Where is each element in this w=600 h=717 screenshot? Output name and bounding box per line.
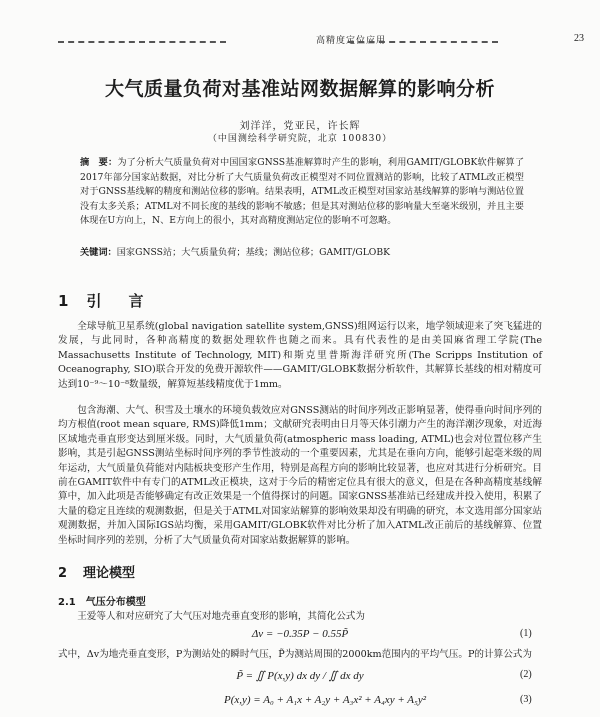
section-number: 2	[58, 566, 68, 581]
subsection-title: 气压分布模型	[85, 597, 146, 608]
authors: 刘洋洋，党亚民，许长辉	[239, 121, 361, 132]
equation-body: Δv = −0.35P − 0.55P̃	[251, 628, 349, 640]
header-rule-right	[348, 41, 498, 43]
page-number: 23	[574, 33, 584, 44]
equation-number: (1)	[520, 628, 532, 639]
section-heading-1	[58, 290, 149, 311]
paper-title: 大气质量负荷对基准站网数据解算的影响分析	[104, 78, 495, 100]
abstract-text: 为了分析大气质量负荷对中国国家GNSS基准解算时产生的影响，利用GAMIT/GLOBK软件解算了2017年部分国家站数据，对比分析了大气质量负荷改正模型对不同位置测站的影响，比较了ATML改正模型对于GNSS基线解的精度和测站位移的影响。结果表明，ATML改正模型对国家站基线解算的影响与测站位置没有太多关系；ATML对不同长度的基线的影响不敏感；但是其对测站位移的影响量大至毫米级别，并且主要体现在U方向上，N、E方向上的很小，其对高精度测站定位的影响不可忽略。	[80, 157, 525, 226]
section-number: 1	[58, 292, 69, 310]
paragraph: 全球导航卫星系统(global navigation satellite system,GNSS)组网运行以来，地学领域迎来了突飞猛进的发展，与此同时，各种高精度的数据处理软件也随之而来。具有代表性的是由美国麻省理工学院(The Massachusetts Institute of Technology, MIT)和斯克里普斯海洋研究所(The Scripps Institution of Oceanography, SIO)联合开发的免费开源软件——GAMIT/GLOBK数据分析软件，其解算长基线的相对精度可达到10⁻⁹～10⁻⁸数量级，解算短基线精度优于1mm。	[58, 321, 542, 390]
journal-section: 高精度定位应用	[316, 36, 387, 46]
abstract-label: 摘 要：	[80, 157, 118, 168]
abstract	[80, 156, 524, 229]
running-header	[58, 33, 584, 49]
section-title: 理论模型	[83, 566, 136, 581]
section-title: 引 言	[86, 292, 150, 310]
paragraph: 王爱等人和对应研究了大气压对地壳垂直变形的影响，其简化公式为	[77, 611, 365, 622]
equation-body: P(x,y) = A₀ + A₁x + A₂y + A₃x² + A₄xy + A₅y²	[223, 694, 427, 706]
equation-body: P̃ = ∬ P(x,y) dx dy / ∬ dx dy	[236, 670, 364, 682]
subsection-heading	[58, 593, 146, 608]
keywords	[80, 246, 524, 260]
equation-number: (2)	[520, 669, 532, 680]
header-rule-left	[58, 41, 226, 43]
keywords-label: 关键词：	[80, 247, 117, 258]
section-heading-2	[58, 562, 135, 581]
equation-number: (3)	[520, 694, 532, 705]
paragraph: 包含海潮、大气、积雪及土壤水的环境负载效应对GNSS测站的时间序列改正影响显著，使得垂向时间序列的均方根值(root mean square, RMS)降低1mm；文献研究表明由日月等天体引潮力产生的海洋潮汐现象，对近海区域地壳垂直形变达到厘米级。同时，大气质量负荷(atmospheric mass loading, ATML)也会对位置位移产生影响，其是引起GNSS测站坐标时间序列的季节性波动的一个重要因素，尤其是在垂向方向，能够引起毫米级的周年运动，大气质量负荷能对内陆板块变形产生作用，特别是高程方向的影响比较显著，也应对其进行分析研究。目前在GAMIT软件中有专门的ATML改正模块，这对于今后的精密定位具有很大的意义，但是在各种高精度基线解算中，加入此项是否能够确定有改正效果是一个值得探讨的问题。国家GNSS基准站已经建成并投入使用，积累了大量的稳定且连续的观测数据，但是关于ATML对国家站解算的影响效果却没有明确的研究，本文选用部分国家站观测数据，并加入国际IGS站均衡，采用GAMIT/GLOBK软件对比分析了加入ATML改正前后的基线解算、位置坐标时间序列的差别，分析了大气质量负荷对国家站数据解算的影响。	[58, 405, 542, 546]
affiliation: （中国测绘科学研究院，北京 100830）	[207, 134, 393, 144]
subsection-number: 2.1	[58, 597, 76, 608]
keywords-text: 国家GNSS站；大气质量负荷；基线；测站位移；GAMIT/GLOBK	[116, 247, 390, 258]
paragraph: 式中，Δv为地壳垂直变形，P为测站处的瞬时气压，P̃为测站周围的2000km范围内的平均气压。P的计算公式为	[58, 649, 532, 660]
